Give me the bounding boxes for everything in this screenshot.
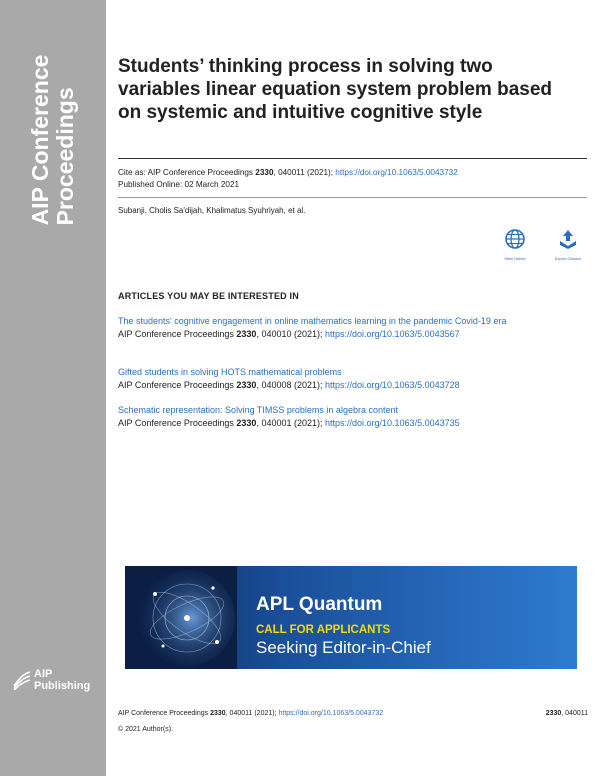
export-citation-label: Export Citation [554,256,582,261]
footer-page-id [546,710,588,717]
related-article-title-link[interactable]: Gifted students in solving HOTS mathematical problems [118,367,342,377]
cite-suffix: , 040011 (2021); [273,168,336,177]
related-cite-volume: 2330 [236,418,257,428]
quantum-graphic [125,566,237,669]
footer-cite-volume: 2330 [210,710,226,717]
related-article-doi-link[interactable]: https://doi.org/10.1063/5.0043735 [325,418,460,428]
related-article-doi-link[interactable]: https://doi.org/10.1063/5.0043728 [325,380,460,390]
meta-divider [118,197,587,198]
apl-quantum-banner[interactable] [125,566,577,669]
footer-citation [118,710,383,717]
related-cite-suffix: , 040008 (2021); [256,380,325,390]
cite-prefix: Cite as: AIP Conference Proceedings [118,168,256,177]
export-icon [557,228,579,250]
logo-text-publishing: Publishing [34,680,91,692]
copyright: © 2021 Author(s). [118,726,173,733]
sidebar [0,0,106,776]
journal-name-line1: AIP Conference [27,54,53,226]
related-article-citation [118,328,588,341]
related-cite-volume: 2330 [236,329,257,339]
banner-call: CALL FOR APPLICANTS [256,624,391,636]
footer-right-volume: 2330 [545,710,562,717]
title-divider [118,158,587,159]
related-articles-heading: ARTICLES YOU MAY BE INTERESTED IN [118,291,299,301]
related-article [118,404,588,430]
footer-cite-prefix: AIP Conference Proceedings [118,710,211,717]
related-cite-volume: 2330 [236,380,257,390]
footer-doi-link[interactable]: https://doi.org/10.1063/5.0043732 [278,710,384,717]
journal-name-line2: Proceedings [52,87,78,226]
cite-line [118,167,458,179]
related-article [118,366,588,392]
footer-right-suffix: , 040011 [561,710,588,717]
related-cite-suffix: , 040010 (2021); [256,329,325,339]
citation-block [118,167,458,191]
aip-logo-icon [12,670,32,690]
related-article [118,315,588,341]
published-date: Published Online: 02 March 2021 [118,180,240,189]
banner-subtitle: Seeking Editor-in-Chief [256,638,431,657]
footer-cite-suffix: , 040011 (2021); [225,710,279,717]
related-cite-prefix: AIP Conference Proceedings [118,380,237,390]
related-cite-prefix: AIP Conference Proceedings [118,329,237,339]
journal-name [28,55,78,226]
aip-publishing-logo[interactable] [12,668,102,698]
logo-text-aip: AIP [34,668,53,680]
banner-title: APL Quantum [256,594,383,615]
export-citation-button[interactable] [548,228,588,261]
related-article-title-link[interactable]: Schematic representation: Solving TIMSS problems in algebra content [118,405,398,415]
related-article-doi-link[interactable]: https://doi.org/10.1063/5.0043567 [325,329,460,339]
cite-volume: 2330 [255,168,274,177]
related-article-title-link[interactable]: The students' cognitive engagement in online mathematics learning in the pandemic Covid-19 era [118,316,507,326]
article-doi-link[interactable]: https://doi.org/10.1063/5.0043732 [335,168,458,177]
related-article-citation [118,379,588,392]
article-title: Students’ thinking process in solving two variables linear equation system problem based on systemic and intuitive cognitive style [118,56,552,123]
related-cite-prefix: AIP Conference Proceedings [118,418,237,428]
view-online-button[interactable] [495,228,535,261]
authors: Subanji, Cholis Sa'dijah, Khalimatus Syuhriyah, et al. [118,206,306,215]
related-article-citation [118,417,588,430]
globe-icon [504,228,526,250]
related-cite-suffix: , 040001 (2021); [256,418,325,428]
view-online-label: View Online [504,256,526,261]
